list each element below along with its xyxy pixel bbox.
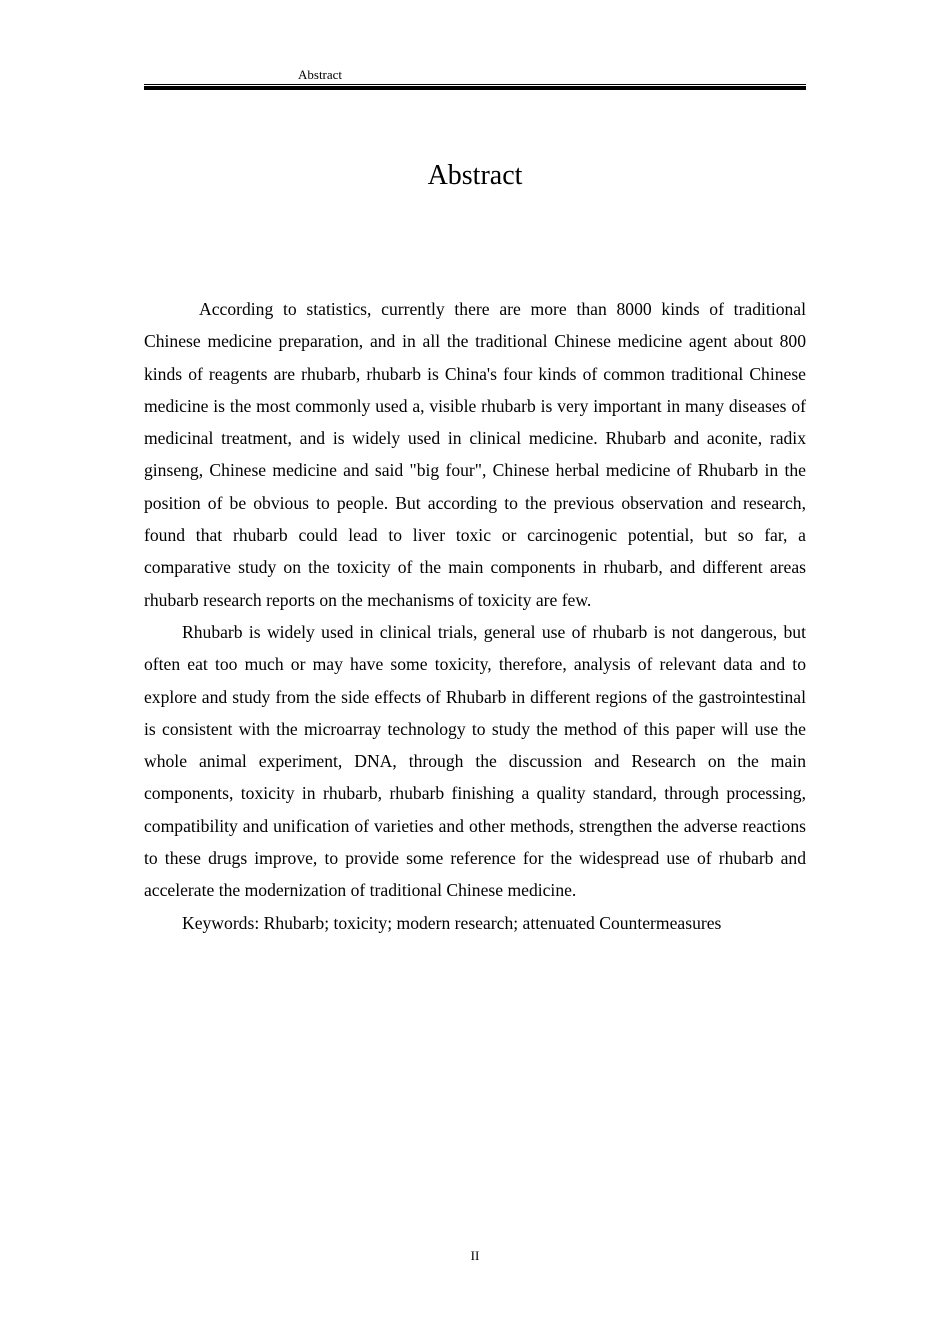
abstract-body xyxy=(144,293,806,939)
abstract-paragraph-2: Rhubarb is widely used in clinical trials, general use of rhubarb is not dangerous, but often eat too much or may have some toxicity, therefore, analysis of relevant data and to explore and study from the side effects of Rhubarb in different regions of the gastrointestinal is consistent with the microarray technology to study the method of this paper will use the whole animal experiment, DNA, through the discussion and Research on the main components, toxicity in rhubarb, rhubarb finishing a quality standard, through processing, compatibility and unification of varieties and other methods, strengthen the adverse reactions to these drugs improve, to provide some reference for the widespread use of rhubarb and accelerate the modernization of traditional Chinese medicine. xyxy=(144,621,806,901)
abstract-paragraph-1: According to statistics, currently there are more than 8000 kinds of traditional Chinese medicine preparation, and in all the traditional Chinese medicine agent about 800 kinds of reagents are rhubarb, rhubarb is China's four kinds of common traditional Chinese medicine is the most commonly used a, visible rhubarb is very important in many diseases of medicinal treatment, and is widely used in clinical medicine. Rhubarb and aconite, radix ginseng, Chinese medicine and said "big four", Chinese herbal medicine of Rhubarb in the position of be obvious to people. But according to the previous observation and research, found that rhubarb could lead to liver toxic or carcinogenic potential, but so far, a comparative study on the toxicity of the main components in rhubarb, and different areas rhubarb research reports on the mechanisms of toxicity are few. xyxy=(144,299,806,610)
header-rule-thin xyxy=(144,84,806,85)
running-header: Abstract xyxy=(298,67,343,82)
header-rule-thick xyxy=(144,86,806,90)
keywords-line: Keywords: Rhubarb; toxicity; modern research; attenuated Countermeasures xyxy=(182,912,722,933)
page-number: II xyxy=(470,1248,480,1263)
page-title: Abstract xyxy=(427,160,523,191)
